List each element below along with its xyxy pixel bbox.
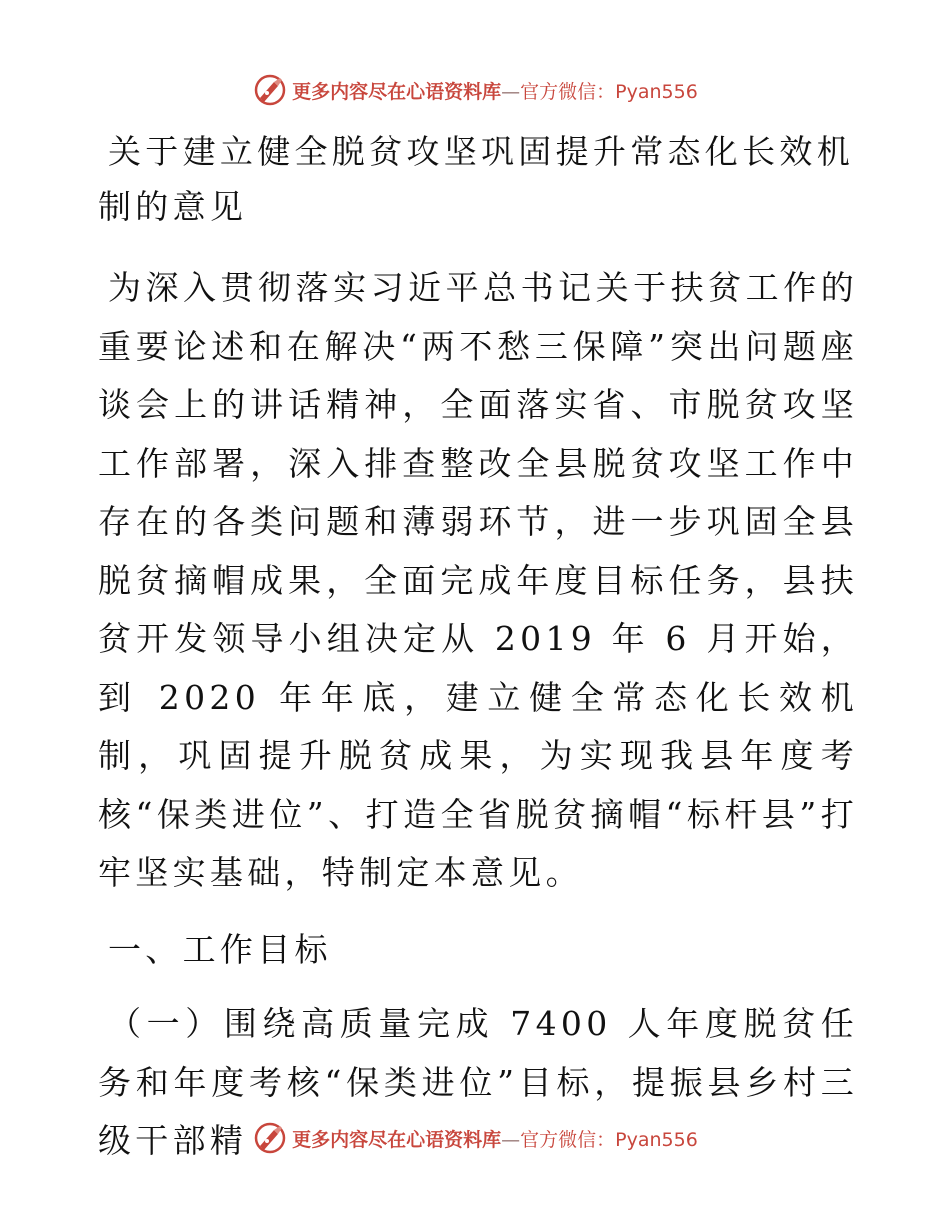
section-item-1: （一）围绕高质量完成 7400 人年度脱贫任务和年度考核“保类进位”目标，提振县乡村三级干部精: [98, 1004, 858, 1160]
watermark-banner-top: [0, 70, 950, 110]
intro-paragraph: 为深入贯彻落实习近平总书记关于扶贫工作的重要论述和在解决“两不愁三保障”突出问题座谈会上的讲话精神，全面落实省、市脱贫攻坚工作部署，深入排查整改全县脱贫攻坚工作中存在的各类问题和薄弱环节，进一步巩固全县脱贫摘帽成果，全面完成年度目标任务，县扶贫开发领导小组决定从 2019 年 6 月开始，到 2020 年年底，建立健全常态化长效机制，巩固提升脱贫成果，为实现我县年度考核“保类进位”、打造全省脱贫摘帽“标杆县”打牢坚实基础，特制定本意见。: [98, 268, 858, 892]
watermark-wechat: 官方微信：Pyan556: [520, 1128, 698, 1151]
watermark-text: [292, 77, 698, 104]
pen-logo-icon: [252, 1120, 288, 1156]
watermark-text: [292, 1125, 698, 1152]
watermark-wechat: 官方微信：Pyan556: [520, 80, 698, 103]
document-title: 关于建立健全脱贫攻坚巩固提升常态化长效机制的意见: [98, 132, 854, 226]
watermark-separator: —: [501, 1128, 521, 1151]
pen-logo-icon: [252, 72, 288, 108]
watermark-separator: —: [501, 80, 521, 103]
document-body: [98, 124, 858, 1171]
watermark-banner-bottom: [0, 1118, 950, 1158]
section-heading-work-goals: 一、工作目标: [108, 929, 332, 969]
watermark-main: 更多内容尽在心语资料库: [292, 1128, 502, 1151]
watermark-main: 更多内容尽在心语资料库: [292, 80, 502, 103]
